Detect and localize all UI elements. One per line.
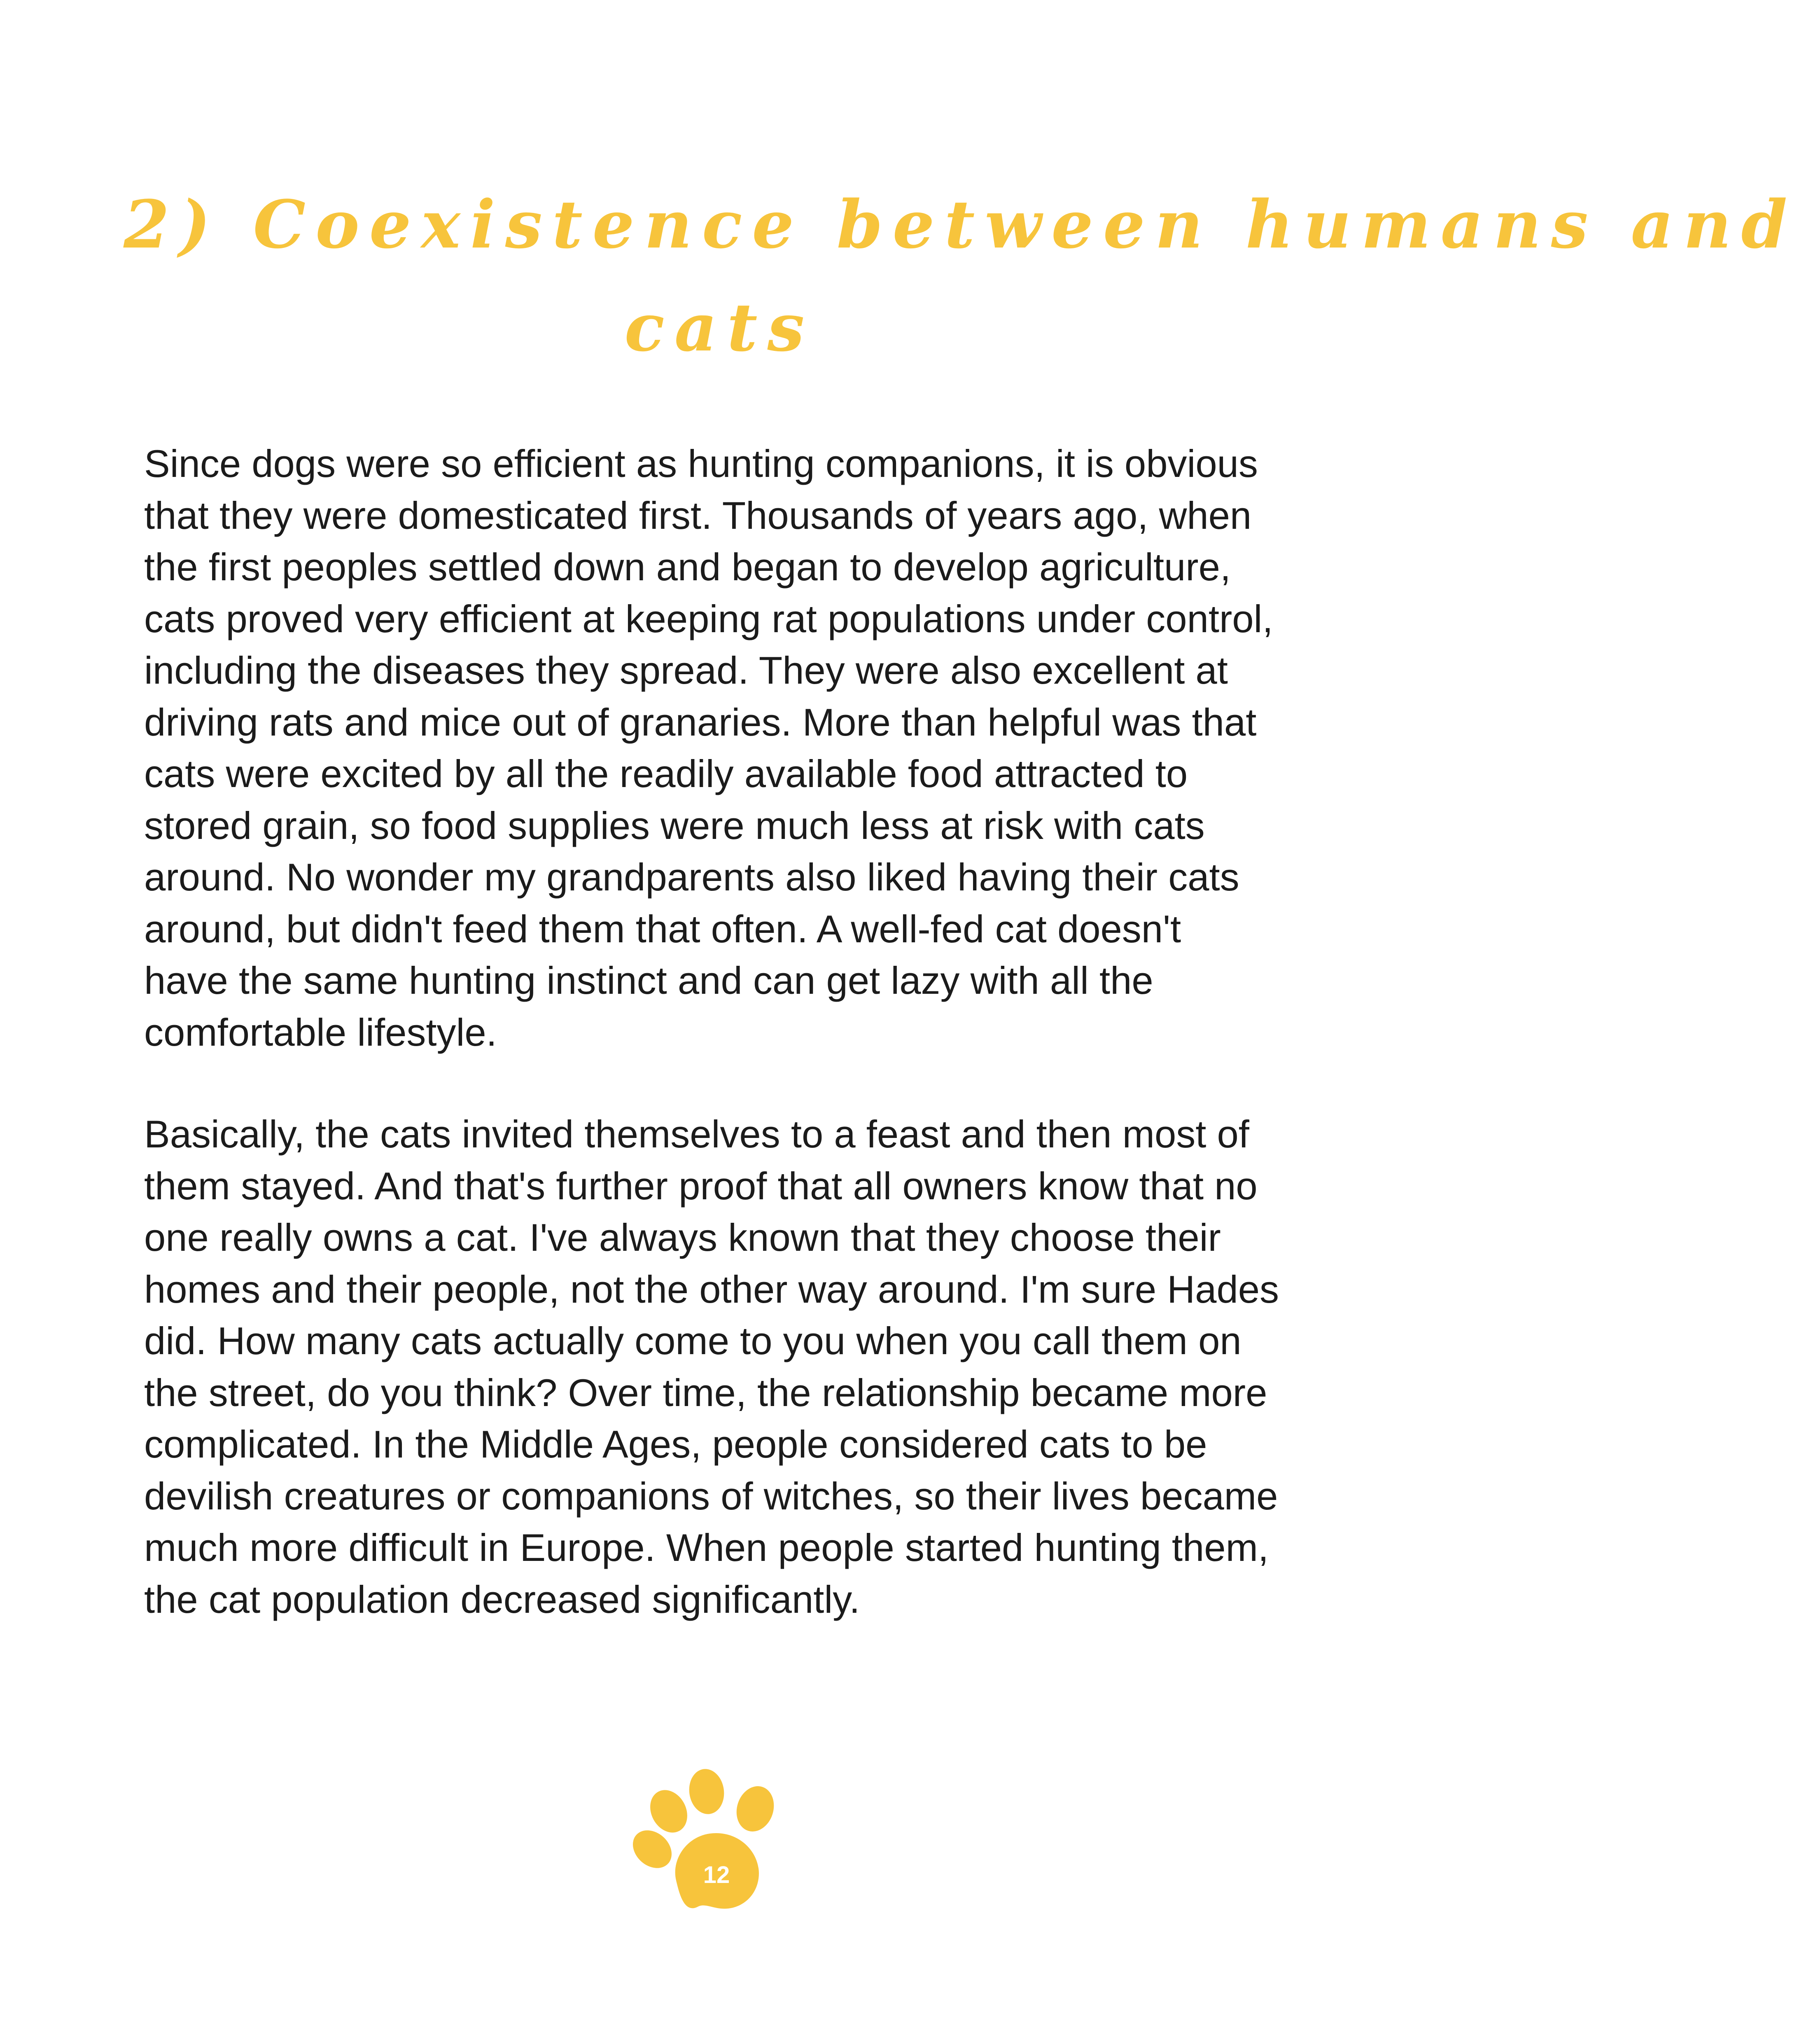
paragraph-line: Since dogs were so efficient as hunting companions, it is obvious xyxy=(144,442,1258,485)
paw-print-icon xyxy=(632,1763,788,1919)
title-line: 2) Coexistence between humans and xyxy=(124,186,1797,263)
paragraph-line: cats proved very efficient at keeping rat populations under control, xyxy=(144,597,1273,640)
paragraph-line: them stayed. And that's further proof that all owners know that no xyxy=(144,1164,1258,1208)
paragraph-line: the first peoples settled down and began to develop agriculture, xyxy=(144,545,1231,589)
paragraph-line: the street, do you think? Over time, the relationship became more xyxy=(144,1371,1267,1414)
page-number: 12 xyxy=(703,1862,730,1888)
paragraph-line: the cat population decreased significantly. xyxy=(144,1577,860,1621)
paragraph-line: around, but didn't feed them that often. A well-fed cat doesn't xyxy=(144,907,1181,951)
paragraph-line: have the same hunting instinct and can get lazy with all the xyxy=(144,959,1153,1002)
body-paragraph xyxy=(144,438,1297,1058)
page-title xyxy=(124,173,1797,379)
paragraph-line: one really owns a cat. I've always known that they choose their xyxy=(144,1216,1221,1259)
paragraph-line: homes and their people, not the other way around. I'm sure Hades xyxy=(144,1267,1279,1311)
paw-toe xyxy=(731,1781,779,1836)
paragraph-line: driving rats and mice out of granaries. More than helpful was that xyxy=(144,700,1257,744)
paw-print-graphic xyxy=(632,1763,788,1919)
body-paragraph xyxy=(144,1108,1297,1625)
paragraph-line: including the diseases they spread. They were also excellent at xyxy=(144,649,1228,692)
paragraph-line: that they were domesticated first. Thousands of years ago, when xyxy=(144,493,1252,537)
paragraph-line: comfortable lifestyle. xyxy=(144,1010,497,1054)
paragraph-line: cats were excited by all the readily available food attracted to xyxy=(144,752,1188,795)
paragraph-line: complicated. In the Middle Ages, people considered cats to be xyxy=(144,1423,1207,1466)
paragraph-line: devilish creatures or companions of witches, so their lives became xyxy=(144,1474,1278,1518)
paragraph-line: Basically, the cats invited themselves to a feast and then most of xyxy=(144,1112,1249,1156)
paragraph-line: stored grain, so food supplies were much less at risk with cats xyxy=(144,804,1205,847)
paw-toe xyxy=(686,1767,727,1817)
paragraph-line: much more difficult in Europe. When people started hunting them, xyxy=(144,1526,1269,1569)
paragraph-line: did. How many cats actually come to you when you call them on xyxy=(144,1319,1242,1362)
paragraph-line: around. No wonder my grandparents also liked having their cats xyxy=(144,855,1239,899)
title-line: cats xyxy=(624,289,814,366)
